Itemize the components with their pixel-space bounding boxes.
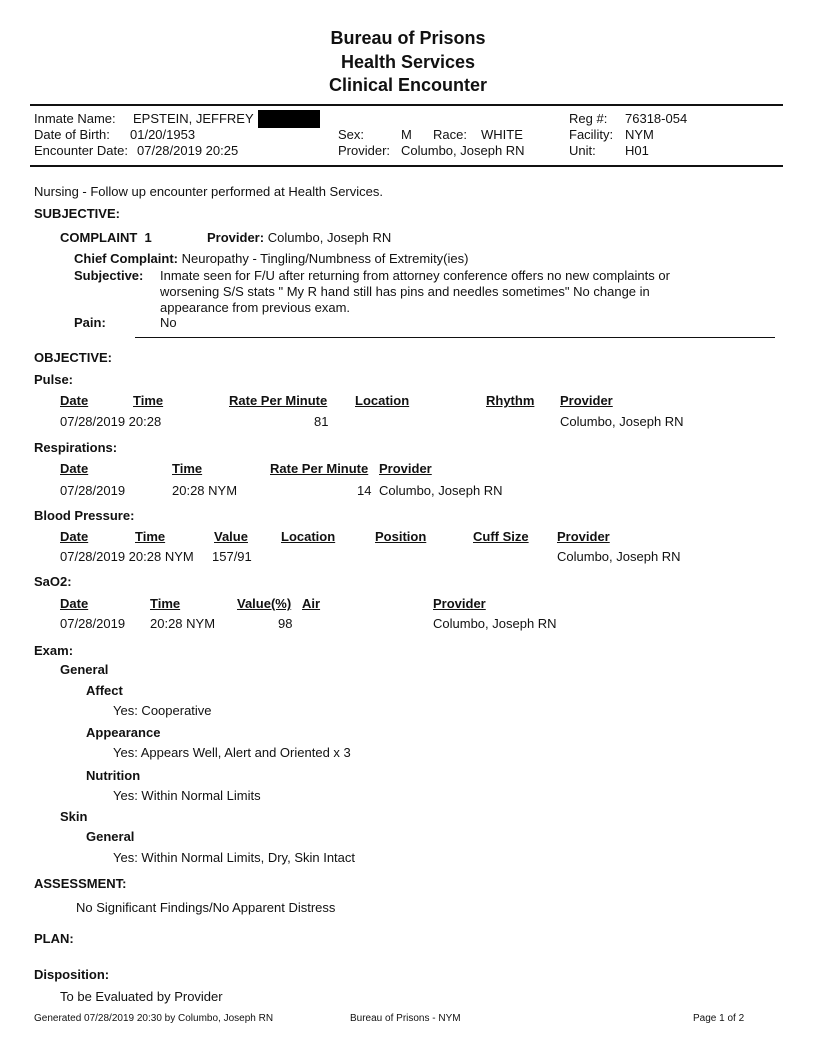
title-health-services: Health Services <box>340 52 476 72</box>
header-top-rule <box>30 104 783 106</box>
sao2-col-air: Air <box>302 596 321 611</box>
sex-label: Sex: <box>338 127 365 142</box>
resp-row-time: 20:28 NYM <box>172 483 238 498</box>
pulse-col-rate: Rate Per Minute <box>229 393 328 408</box>
sao2-row-provider: Columbo, Joseph RN <box>433 616 557 631</box>
race-label: Race: <box>433 127 467 142</box>
pulse-col-date: Date <box>60 393 89 408</box>
bp-col-value: Value <box>214 529 248 544</box>
exam-skin: Skin <box>60 809 88 824</box>
complaint-label: COMPLAINT 1 <box>60 230 152 245</box>
bp-col-provider: Provider <box>557 529 610 544</box>
footer-generated: Generated 07/28/2019 20:30 by Columbo, Joseph RN <box>34 1013 274 1024</box>
title-clinical-encounter: Clinical Encounter <box>328 75 488 95</box>
exam-skin-general: General <box>86 829 135 844</box>
pulse-row-provider: Columbo, Joseph RN <box>560 414 684 429</box>
pain-value: No <box>160 315 177 330</box>
pulse-row-datetime: 07/28/2019 20:28 <box>60 414 162 429</box>
unit-label: Unit: <box>569 143 596 158</box>
respirations-heading: Respirations: <box>34 440 118 455</box>
pulse-row-rate: 81 <box>314 414 329 429</box>
resp-col-date: Date <box>60 461 89 476</box>
sao2-col-value: Value(%) <box>237 596 292 611</box>
subjective-text-line2: worsening S/S stats " My R hand still has pins and needles sometimes" No change in <box>160 284 650 299</box>
subjective-label: Subjective: <box>74 268 144 283</box>
chief-complaint: Chief Complaint: Neuropathy - Tingling/Numbness of Extremity(ies) <box>74 251 469 266</box>
subjective-text-line3: appearance from previous exam. <box>160 300 351 315</box>
encounter-date-value: 07/28/2019 20:25 <box>137 143 239 158</box>
encounter-date-label: Encounter Date: <box>34 143 128 158</box>
provider-value: Columbo, Joseph RN <box>401 143 525 158</box>
pulse-col-rhythm: Rhythm <box>486 393 535 408</box>
footer-page-number: Page 1 of 2 <box>693 1013 745 1024</box>
exam-nutrition: Nutrition <box>86 768 141 783</box>
reg-value: 76318-054 <box>625 111 688 126</box>
exam-appearance: Appearance <box>86 725 161 740</box>
inmate-name-value: EPSTEIN, JEFFREY <box>133 111 254 126</box>
exam-skin-value: Yes: Within Normal Limits, Dry, Skin Intact <box>113 850 356 865</box>
subjective-heading: SUBJECTIVE: <box>34 206 120 221</box>
footer-center: Bureau of Prisons - NYM <box>350 1013 461 1024</box>
exam-appearance-value: Yes: Appears Well, Alert and Oriented x 3 <box>113 745 351 760</box>
complaint-number: 1 <box>144 230 152 245</box>
bp-col-time: Time <box>135 529 166 544</box>
sao2-row-time: 20:28 NYM <box>150 616 216 631</box>
subjective-text-line1: Inmate seen for F/U after returning from attorney conference offers no new complaints or <box>160 268 670 283</box>
inmate-name-label: Inmate Name: <box>34 111 116 126</box>
sao2-heading: SaO2: <box>34 574 72 589</box>
resp-row-date: 07/28/2019 <box>60 483 126 498</box>
reg-label: Reg #: <box>569 111 608 126</box>
assessment-heading: ASSESSMENT: <box>34 876 127 891</box>
disposition-value: To be Evaluated by Provider <box>60 989 223 1004</box>
objective-heading: OBJECTIVE: <box>34 350 113 365</box>
dob-label: Date of Birth: <box>34 127 110 142</box>
sao2-col-date: Date <box>60 596 89 611</box>
resp-col-provider: Provider <box>379 461 432 476</box>
resp-col-time: Time <box>172 461 203 476</box>
resp-col-rate: Rate Per Minute <box>270 461 369 476</box>
sao2-col-provider: Provider <box>433 596 486 611</box>
resp-row-provider: Columbo, Joseph RN <box>379 483 503 498</box>
race-value: WHITE <box>481 127 523 142</box>
subjective-rule <box>135 337 775 338</box>
assessment-value: No Significant Findings/No Apparent Distress <box>76 900 336 915</box>
bp-row-value: 157/91 <box>212 549 252 564</box>
title-bureau: Bureau of Prisons <box>330 28 486 48</box>
bp-col-position: Position <box>375 529 427 544</box>
bp-col-date: Date <box>60 529 89 544</box>
provider-label: Provider: <box>338 143 391 158</box>
unit-value: H01 <box>625 143 649 158</box>
redaction-box <box>258 110 320 128</box>
encounter-intro: Nursing - Follow up encounter performed at Health Services. <box>34 184 383 199</box>
exam-nutrition-value: Yes: Within Normal Limits <box>113 788 261 803</box>
disposition-heading: Disposition: <box>34 967 110 982</box>
pain-label: Pain: <box>74 315 106 330</box>
facility-value: NYM <box>625 127 654 142</box>
sao2-row-date: 07/28/2019 <box>60 616 126 631</box>
complaint-provider: Provider: Columbo, Joseph RN <box>207 230 392 245</box>
pulse-col-provider: Provider <box>560 393 613 408</box>
facility-label: Facility: <box>569 127 614 142</box>
plan-heading: PLAN: <box>34 931 74 946</box>
exam-heading: Exam: <box>34 643 74 658</box>
resp-row-rate: 14 <box>357 483 372 498</box>
sao2-row-value: 98 <box>278 616 293 631</box>
bp-row-provider: Columbo, Joseph RN <box>557 549 681 564</box>
exam-affect: Affect <box>86 683 123 698</box>
pulse-heading: Pulse: <box>34 372 74 387</box>
blood-pressure-heading: Blood Pressure: <box>34 508 135 523</box>
dob-value: 01/20/1953 <box>130 127 196 142</box>
pulse-col-location: Location <box>355 393 410 408</box>
header-bottom-rule <box>30 165 783 167</box>
bp-row-datetime: 07/28/2019 20:28 NYM <box>60 549 194 564</box>
exam-affect-value: Yes: Cooperative <box>113 703 212 718</box>
sex-value: M <box>401 127 412 142</box>
pulse-col-time: Time <box>133 393 164 408</box>
sao2-col-time: Time <box>150 596 181 611</box>
bp-col-cuff-size: Cuff Size <box>473 529 529 544</box>
bp-col-location: Location <box>281 529 336 544</box>
exam-general: General <box>60 662 109 677</box>
